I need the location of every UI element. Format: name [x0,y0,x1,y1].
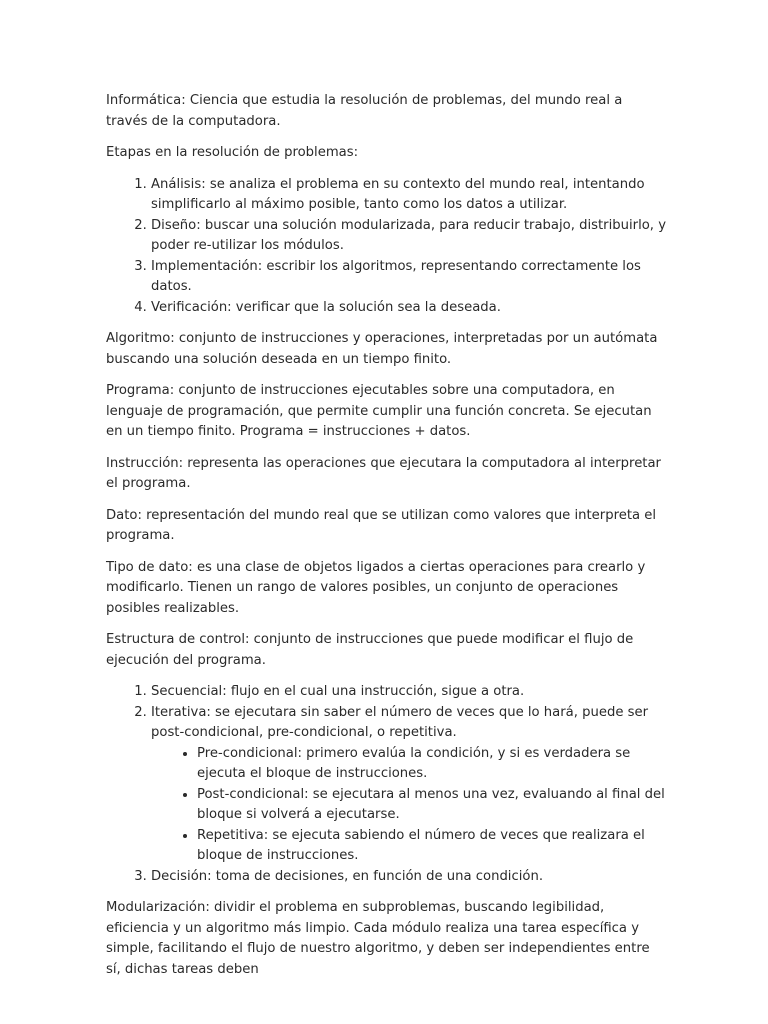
etapas-list [106,175,666,319]
list-item: 3. Decisión: toma de decisiones, en función de una condición. [151,867,666,888]
paragraph-estructura-control: Estructura de control: conjunto de instrucciones que puede modificar el flujo de ejecución del programa. [106,632,634,668]
paragraph-modularizacion: Modularización: dividir el problema en subproblemas, buscando legibilidad, eficiencia y un algoritmo más limpio. Cada módulo realiza una tarea específica y simple, facilitando el flujo de nuestro algoritmo, y deben ser independientes entre sí, dichas tareas deben [106,900,650,977]
list-item: 4. Verificación: verificar que la solución sea la deseada. [151,298,666,319]
paragraph-programa: Programa: conjunto de instrucciones ejecutables sobre una computadora, en lenguaje de programación, que permite cumplir una función concreta. Se ejecutan en un tiempo finito. Programa = instrucciones + datos. [106,383,652,439]
sublist-item: • Repetitiva: se ejecuta sabiendo el número de veces que realizara el bloque de instrucciones. [197,826,666,867]
paragraph-informatica: Informática: Ciencia que estudia la resolución de problemas, del mundo real a través de la computadora. [106,93,623,129]
estructuras-list [106,682,666,887]
document-page [106,91,666,991]
list-item: 3. Implementación: escribir los algoritmos, representando correctamente los datos. [151,257,666,298]
paragraph-dato: Dato: representación del mundo real que se utilizan como valores que interpreta el programa. [106,507,657,543]
sublist-item: • Pre-condicional: primero evalúa la condición, y si es verdadera se ejecuta el bloque de instrucciones. [197,744,666,785]
paragraph-etapas-heading: Etapas en la resolución de problemas: [106,145,359,160]
iterativa-sublist [151,744,666,867]
list-item: 1. Análisis: se analiza el problema en su contexto del mundo real, intentando simplificarlo al máximo posible, tanto como los datos a utilizar. [151,175,666,216]
paragraph-algoritmo: Algoritmo: conjunto de instrucciones y operaciones, interpretadas por un autómata buscando una solución deseada en un tiempo finito. [106,331,658,367]
list-item [151,703,666,867]
list-item: 1. Secuencial: flujo en el cual una instrucción, sigue a otra. [151,682,666,703]
paragraph-instruccion: Instrucción: representa las operaciones que ejecutara la computadora al interpretar el programa. [106,455,661,491]
list-item-text: Iterativa: se ejecutara sin saber el número de veces que lo hará, puede ser post-condicional, pre-condicional, o repetitiva. [151,704,649,740]
paragraph-tipo-dato: Tipo de dato: es una clase de objetos ligados a ciertas operaciones para crearlo y modificarlo. Tienen un rango de valores posibles, un conjunto de operaciones posibles realizables. [106,559,646,616]
list-item: 2. Diseño: buscar una solución modularizada, para reducir trabajo, distribuirlo, y poder re-utilizar los módulos. [151,216,666,257]
sublist-item: • Post-condicional: se ejecutara al menos una vez, evaluando al final del bloque si volverá a ejecutarse. [197,785,666,826]
